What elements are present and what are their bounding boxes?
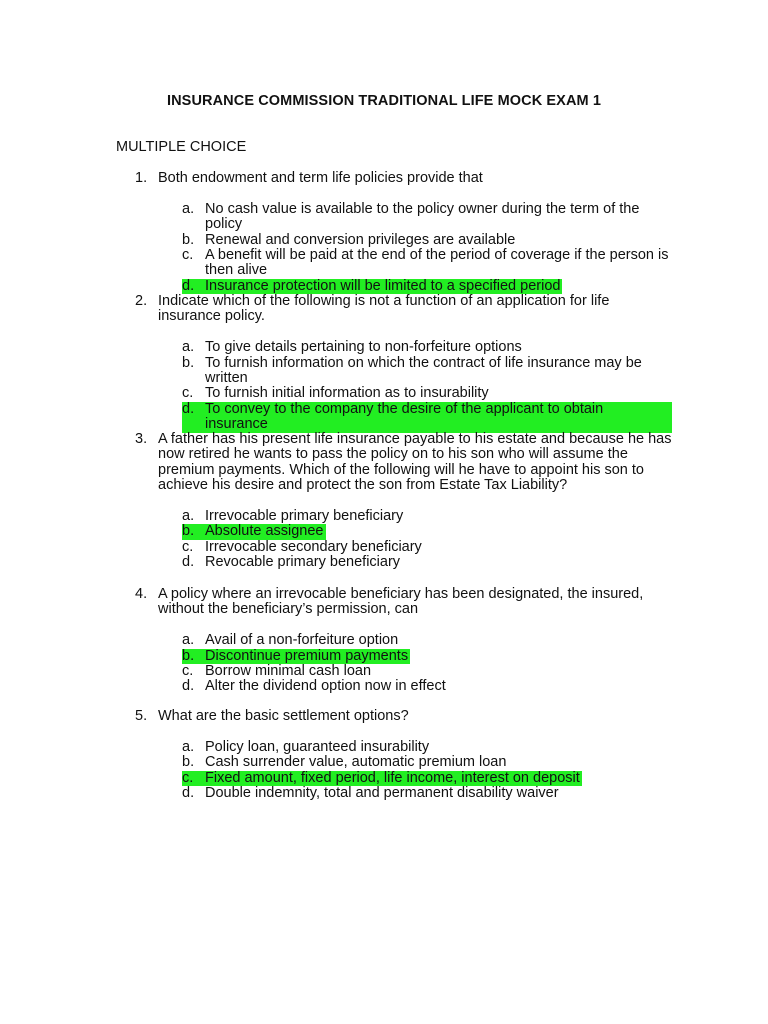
option-d xyxy=(182,679,672,694)
option-d xyxy=(182,786,672,801)
option-c xyxy=(182,386,672,401)
option-text: To convey to the company the desire of the applicant to obtain insurance xyxy=(205,400,604,433)
question-number: 3. xyxy=(135,431,148,447)
option-d-highlighted-answer xyxy=(182,279,672,294)
option-text: Renewal and conversion privileges are available xyxy=(205,231,516,248)
option-letter: b. xyxy=(182,647,195,664)
option-text: Avail of a non-forfeiture option xyxy=(205,632,399,649)
option-a xyxy=(182,509,672,524)
option-text: Irrevocable primary beneficiary xyxy=(205,508,404,525)
section-heading: MULTIPLE CHOICE xyxy=(116,139,247,155)
option-letter: d. xyxy=(182,400,195,417)
answer-options xyxy=(182,633,672,695)
option-letter: c. xyxy=(182,385,194,402)
option-a xyxy=(182,740,672,755)
option-letter: d. xyxy=(182,785,195,802)
option-c xyxy=(182,664,672,679)
option-text: Borrow minimal cash loan xyxy=(205,663,372,680)
option-text: Cash surrender value, automatic premium loan xyxy=(205,754,507,771)
option-d-highlighted-answer xyxy=(182,402,672,433)
option-text: To furnish initial information as to insurability xyxy=(205,385,489,402)
option-letter: a. xyxy=(182,632,195,649)
option-b xyxy=(182,755,672,770)
question-text: Indicate which of the following is not a function of an application for life insurance policy. xyxy=(158,293,610,325)
option-letter: b. xyxy=(182,754,195,771)
option-letter: a. xyxy=(182,339,195,356)
answer-highlight xyxy=(182,649,410,664)
option-text: Irrevocable secondary beneficiary xyxy=(205,538,422,555)
option-letter: d. xyxy=(182,277,195,294)
answer-options xyxy=(182,740,672,802)
option-letter: d. xyxy=(182,554,195,571)
option-b-highlighted-answer xyxy=(182,649,672,664)
option-letter: c. xyxy=(182,247,194,264)
question-number: 2. xyxy=(135,293,148,309)
option-text: Double indemnity, total and permanent disability waiver xyxy=(205,785,559,802)
answer-highlight xyxy=(182,402,672,433)
option-letter: b. xyxy=(182,523,195,540)
option-a xyxy=(182,202,672,233)
option-c xyxy=(182,248,672,279)
question-text: A policy where an irrevocable beneficiary has been designated, the insured, without the beneficiary’s permission, can xyxy=(158,586,644,618)
option-b xyxy=(182,356,672,387)
option-text: A benefit will be paid at the end of the period of coverage if the person is then alive xyxy=(205,247,669,279)
question-1 xyxy=(135,171,675,294)
option-text: Absolute assignee xyxy=(205,523,324,540)
option-d xyxy=(182,555,672,570)
option-letter: c. xyxy=(182,663,194,680)
option-text: Policy loan, guaranteed insurability xyxy=(205,738,430,755)
question-3 xyxy=(135,432,675,571)
question-number: 1. xyxy=(135,170,148,186)
option-text: Fixed amount, fixed period, life income, interest on deposit xyxy=(205,769,580,786)
option-letter: c. xyxy=(182,538,194,555)
option-letter: a. xyxy=(182,200,195,217)
option-text: Revocable primary beneficiary xyxy=(205,554,401,571)
question-2 xyxy=(135,294,675,433)
answer-options xyxy=(182,509,672,571)
option-b-highlighted-answer xyxy=(182,524,672,539)
option-text: Alter the dividend option now in effect xyxy=(205,678,446,695)
option-letter: d. xyxy=(182,678,195,695)
option-a xyxy=(182,633,672,648)
question-number: 4. xyxy=(135,586,148,602)
option-letter: b. xyxy=(182,231,195,248)
option-text: Discontinue premium payments xyxy=(205,647,409,664)
answer-highlight xyxy=(182,279,562,294)
option-text: Insurance protection will be limited to a specified period xyxy=(205,277,561,294)
question-4 xyxy=(135,587,675,695)
answer-highlight xyxy=(182,524,326,539)
answer-highlight xyxy=(182,771,582,786)
option-text: No cash value is available to the policy owner during the term of the policy xyxy=(205,200,640,233)
option-a xyxy=(182,340,672,355)
exam-title: INSURANCE COMMISSION TRADITIONAL LIFE MOCK EXAM 1 xyxy=(166,93,601,109)
answer-options xyxy=(182,202,672,294)
option-c-highlighted-answer xyxy=(182,771,672,786)
question-text: Both endowment and term life policies provide that xyxy=(158,170,483,186)
question-text: A father has his present life insurance payable to his estate and because he has now retired he wants to pass the policy on to his son who will assume the premium payments. Which of the following will he have to appoint his son to achieve his desire and protect the son from Estate Tax Liability? xyxy=(158,431,672,494)
option-letter: c. xyxy=(182,769,194,786)
answer-options xyxy=(182,340,672,432)
option-letter: b. xyxy=(182,354,195,371)
question-5 xyxy=(135,709,675,801)
option-text: To furnish information on which the contract of life insurance may be written xyxy=(205,354,642,387)
option-letter: a. xyxy=(182,508,195,525)
option-c xyxy=(182,540,672,555)
option-letter: a. xyxy=(182,738,195,755)
option-b xyxy=(182,233,672,248)
option-text: To give details pertaining to non-forfeiture options xyxy=(205,339,522,356)
question-text: What are the basic settlement options? xyxy=(158,708,409,724)
question-number: 5. xyxy=(135,708,148,724)
